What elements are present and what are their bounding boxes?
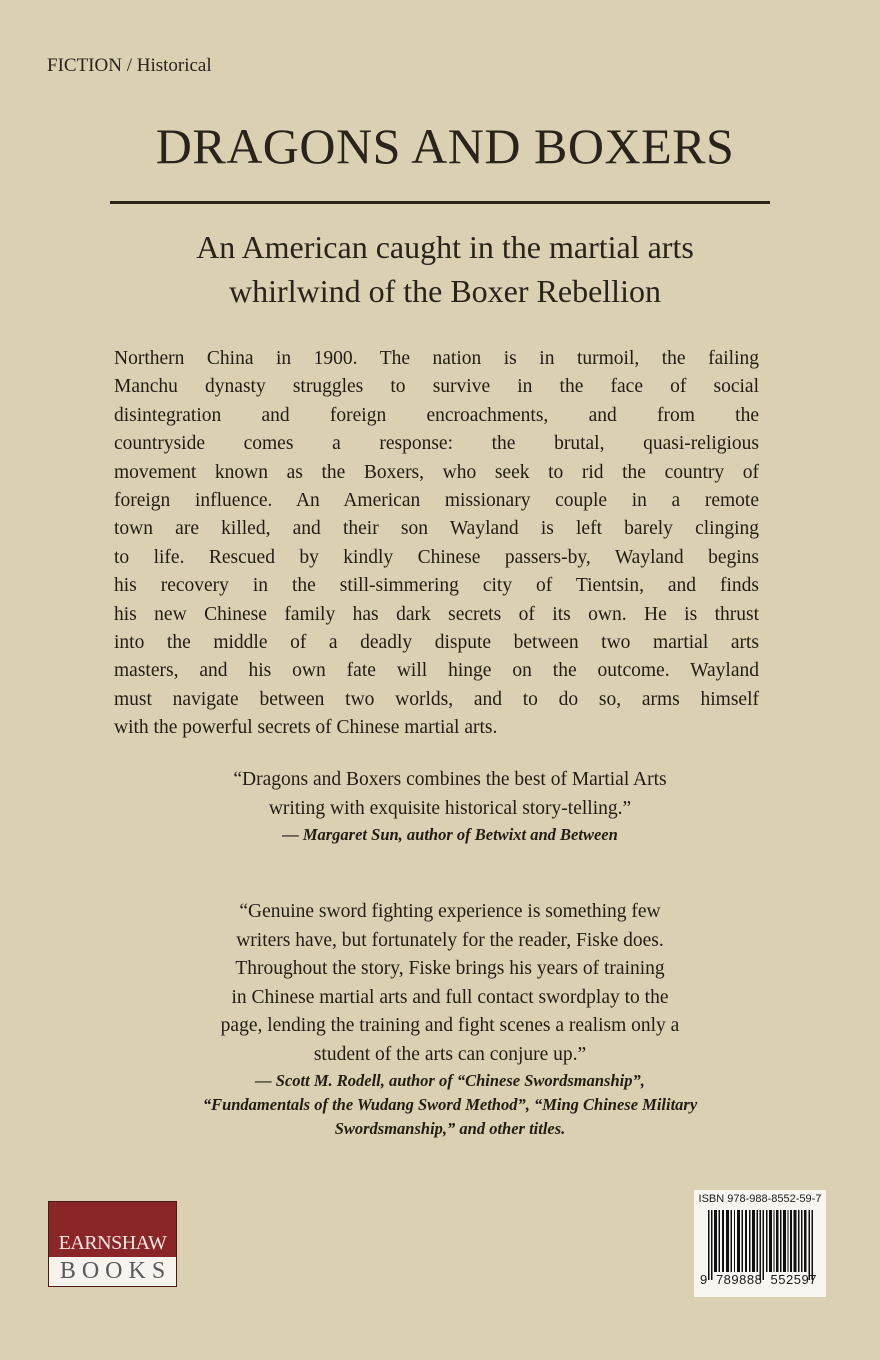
publisher-logo bbox=[48, 1201, 177, 1287]
quote-attribution: “Fundamentals of the Wudang Sword Method”, “Ming Chinese Military bbox=[202, 1095, 698, 1114]
isbn-label: ISBN 978-988-8552-59-7 bbox=[698, 1193, 822, 1205]
blurb-line: foreign influence. An American missionary couple in a remote bbox=[114, 490, 759, 512]
blurb-line: must navigate between two worlds, and to do so, arms himself bbox=[114, 688, 759, 710]
quote-line: Throughout the story, Fiske brings his years of training bbox=[235, 958, 665, 979]
barcode-bars-icon bbox=[708, 1210, 814, 1280]
blurb-line: movement known as the Boxers, who seek to rid the country of bbox=[114, 461, 759, 483]
publisher-logo-red-block bbox=[49, 1202, 176, 1257]
quote-line: writers have, but fortunately for the reader, Fiske does. bbox=[236, 929, 664, 951]
blurb-line: into the middle of a deadly dispute between two martial arts bbox=[114, 632, 759, 654]
quote-attribution: — Margaret Sun, author of Betwixt and Between bbox=[282, 825, 618, 844]
quote-line: student of the arts can conjure up.” bbox=[313, 1043, 587, 1065]
blurb-line: Manchu dynasty struggles to survive in the face of social bbox=[114, 376, 759, 398]
book-blurb bbox=[114, 345, 759, 743]
blurb-line: with the powerful secrets of Chinese martial arts. bbox=[114, 717, 498, 739]
quote-line: writing with exquisite historical story-telling.” bbox=[268, 797, 632, 819]
blurb-line: countryside comes a response: the brutal, quasi-religious bbox=[114, 433, 759, 455]
publisher-name-top: EARNSHAW bbox=[58, 1232, 167, 1254]
review-quote-scott-rodell bbox=[130, 898, 770, 1141]
quote-line: page, lending the training and fight scenes a realism only a bbox=[220, 1015, 680, 1036]
quote-line: in Chinese martial arts and full contact swordplay to the bbox=[231, 986, 669, 1008]
blurb-line: to life. Rescued by kindly Chinese passers-by, Wayland begins bbox=[114, 546, 759, 568]
book-subtitle bbox=[0, 225, 880, 313]
subtitle-line: An American caught in the martial arts bbox=[196, 229, 694, 265]
blurb-line: his new Chinese family has dark secrets of its own. He is thrust bbox=[114, 603, 759, 625]
subtitle-line: whirlwind of the Boxer Rebellion bbox=[229, 273, 661, 309]
blurb-line: town are killed, and their son Wayland is left barely clinging bbox=[114, 518, 759, 540]
blurb-line: disintegration and foreign encroachments, and from the bbox=[114, 404, 759, 426]
quote-attribution: Swordsmanship,” and other titles. bbox=[334, 1119, 566, 1138]
title-divider bbox=[110, 201, 770, 204]
quote-line: “Genuine sword fighting experience is something few bbox=[239, 901, 661, 922]
isbn-digits: 9 789888 552597 bbox=[700, 1272, 817, 1287]
publisher-name-bottom: BOOKS bbox=[49, 1257, 176, 1286]
quote-attribution: — Scott M. Rodell, author of “Chinese Swordsmanship”, bbox=[255, 1071, 645, 1090]
review-quote-margaret-sun bbox=[130, 766, 770, 847]
quote-line: “Dragons and Boxers combines the best of Martial Arts bbox=[233, 769, 667, 790]
blurb-line: masters, and his own fate will hinge on the outcome. Wayland bbox=[114, 660, 759, 682]
isbn-barcode bbox=[694, 1190, 826, 1297]
category-label: FICTION / Historical bbox=[47, 55, 212, 76]
blurb-line: his recovery in the still-simmering city of Tientsin, and finds bbox=[114, 575, 759, 597]
book-title: DRAGONS AND BOXERS bbox=[155, 118, 735, 174]
blurb-line: Northern China in 1900. The nation is in turmoil, the failing bbox=[114, 348, 759, 369]
